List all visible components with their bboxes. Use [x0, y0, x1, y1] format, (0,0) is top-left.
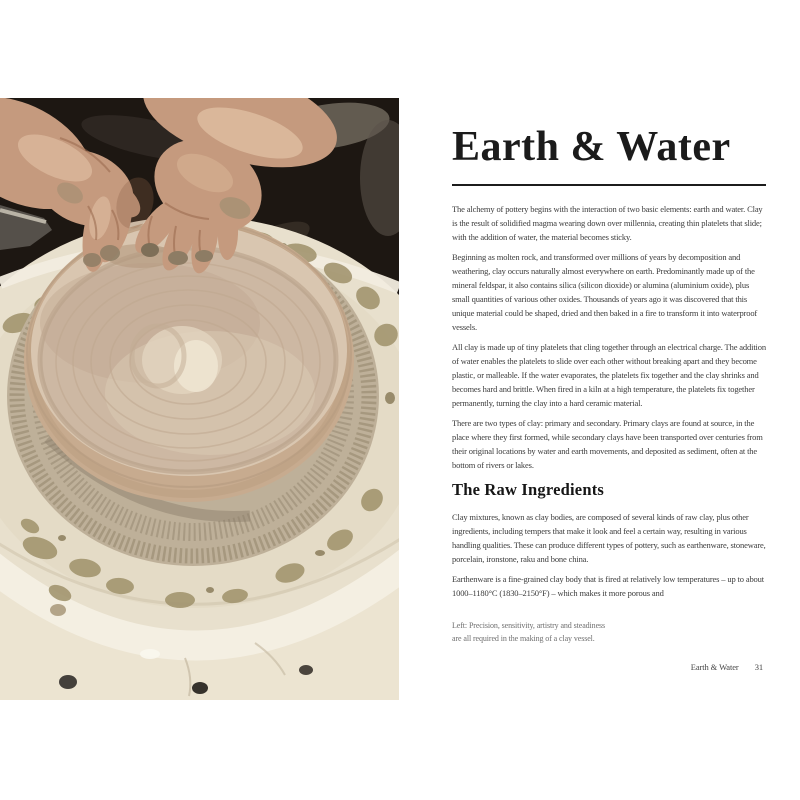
- caption-line: are all required in the making of a clay vessel.: [452, 634, 595, 643]
- caption-line: Left: Precision, sensitivity, artistry and steadiness: [452, 621, 606, 630]
- pottery-photo-illustration: [0, 98, 399, 700]
- title-rule: [452, 184, 766, 186]
- pottery-photo: [0, 98, 399, 700]
- text-column: [452, 126, 766, 606]
- body-paragraph: The alchemy of pottery begins with the interaction of two basic elements: earth and water. Clay is the result of solidified magma wearing down over millennia, creating thin platelets that slide; with the addition of water, the material becomes sticky.: [452, 204, 763, 242]
- section-heading: The Raw Ingredients: [452, 480, 605, 499]
- page-title: Earth & Water: [452, 124, 731, 170]
- body-paragraph: There are two types of clay: primary and secondary. Primary clays are found at source, in the place where they first formed, while secondary clays have been transported over centuries from their original locations by water and earth movements, and deposited as sediment, often at the bottom of rivers or lakes.: [452, 418, 763, 470]
- body-paragraph: Earthenware is a fine-grained clay body that is fired at relatively low temperatures – up to about 1000–1180°C (1830–2150°F) – which makes it more porous and: [452, 574, 764, 598]
- footer-chapter-title: Earth & Water: [690, 662, 739, 672]
- clay-bowl: [24, 218, 354, 502]
- page-footer: [691, 662, 763, 672]
- intro-paragraphs: [452, 202, 766, 472]
- footer-page-number: 31: [754, 662, 763, 672]
- photo-caption: [452, 619, 682, 645]
- raw-ingredients-paragraphs: [452, 510, 766, 600]
- body-paragraph: All clay is made up of tiny platelets that cling together through an electrical charge. The addition of water enables the platelets to slide over each other without breaking apart and they become plastic, or malleable. If the water evaporates, the platelets fix together and the clay shrinks and becomes hard and brittle. When fired in a kiln at a high temperature, the platelets fix together permanently, turning the clay into a hard ceramic material.: [452, 342, 766, 408]
- body-paragraph: Clay mixtures, known as clay bodies, are composed of several kinds of raw clay, plus other ingredients, including tempers that make it look and feel a certain way, resulting in various handling qualities. These can produce different types of pottery, such as earthenware, stoneware, porcelain, ironstone, raku and bone china.: [452, 512, 766, 564]
- body-paragraph: Beginning as molten rock, and transformed over millions of years by decomposition and weathering, clay occurs naturally almost everywhere on earth. Predominantly made up of the mineral feldspar, it also contains silica (silicon dioxide) or alumina (aluminium oxide), plus small quantities of various other oxides. Thousands of years ago it was discovered that this unique material could be shaped, dried and then baked in a fire to transform it into waterproof vessels.: [452, 252, 758, 332]
- right-page: [400, 0, 800, 800]
